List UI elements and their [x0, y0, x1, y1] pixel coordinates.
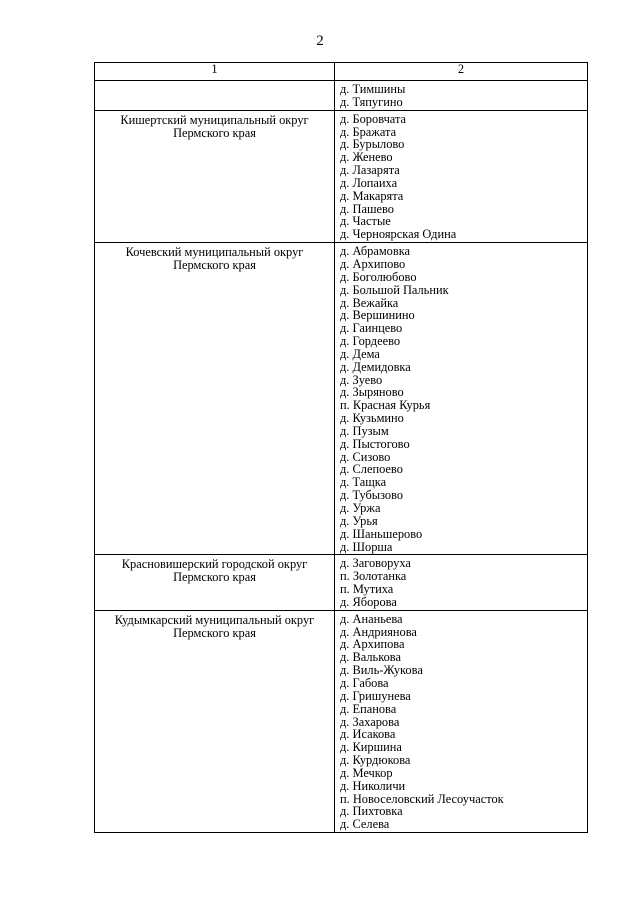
- settlement-item: д. Андриянова: [340, 624, 417, 639]
- settlement-item: д. Ананьева: [340, 611, 403, 626]
- settlement-item: д. Заговоруха: [340, 556, 411, 571]
- table-row: [95, 610, 588, 832]
- region-cell: [95, 610, 335, 832]
- table-row: [95, 81, 588, 111]
- settlements-table-body: [95, 63, 588, 833]
- settlement-item: д. Сизово: [340, 449, 391, 464]
- settlement-item: д. Зыряново: [340, 385, 404, 400]
- settlements-table: [94, 62, 588, 833]
- settlement-item: д. Пузым: [340, 423, 389, 438]
- settlement-item: д. Гордеево: [340, 334, 401, 349]
- settlement-item: д. Николичи: [340, 778, 406, 793]
- settlement-item: д. Исакова: [340, 727, 396, 742]
- region-cell: [95, 243, 335, 555]
- settlement-item: д. Виль-Жукова: [340, 663, 423, 678]
- region-name-line: Кочевский муниципальный округ: [125, 245, 304, 260]
- region-name-line: Пермского края: [173, 257, 256, 272]
- region-name-line: Пермского края: [173, 570, 256, 585]
- settlement-item: д. Бражата: [340, 124, 397, 139]
- region-cell: [95, 555, 335, 610]
- settlement-item: д. Слепоево: [340, 462, 403, 477]
- settlement-item: д. Архипово: [340, 256, 406, 271]
- settlement-item: д. Селева: [340, 817, 390, 832]
- table-row: [95, 243, 588, 555]
- settlement-item: д. Захарова: [340, 714, 400, 729]
- settlement-item: п. Красная Курья: [340, 398, 431, 413]
- settlement-item: д. Тащка: [340, 475, 387, 490]
- settlement-item: д. Урья: [340, 513, 378, 528]
- settlement-item: д. Тяпугино: [340, 94, 403, 109]
- settlement-item: д. Шорша: [340, 539, 393, 554]
- settlement-item: д. Черноярская Одина: [340, 227, 457, 242]
- region-cell: [95, 81, 335, 111]
- region-name-line: Красновишерский городской округ: [121, 557, 308, 572]
- settlement-item: д. Вершинино: [340, 308, 415, 323]
- settlement-item: д. Кузьмино: [340, 411, 404, 426]
- settlement-item: д. Валькова: [340, 650, 401, 665]
- page-number: 2: [316, 33, 324, 49]
- settlement-item: д. Пыстогово: [340, 436, 410, 451]
- settlement-item: п. Новоселовский Лесоучасток: [340, 791, 504, 806]
- settlement-item: д. Епанова: [340, 701, 397, 716]
- region-name-line: Кудымкарский муниципальный округ: [114, 612, 315, 627]
- region-name-line: Кишертский муниципальный округ: [120, 112, 309, 127]
- settlement-item: д. Вежайка: [340, 295, 399, 310]
- settlements-cell: [335, 81, 588, 111]
- table-header-row: [95, 63, 588, 81]
- settlement-item: д. Габова: [340, 675, 389, 690]
- settlement-item: п. Золотанка: [340, 569, 407, 584]
- settlement-item: д. Шаньшерово: [340, 526, 423, 541]
- settlement-item: д. Тубызово: [340, 488, 404, 503]
- settlement-item: д. Зуево: [340, 372, 383, 387]
- settlement-item: д. Частые: [340, 214, 391, 229]
- settlement-item: д. Гаинцево: [340, 321, 403, 336]
- settlement-item: д. Лазарята: [340, 163, 400, 178]
- settlement-item: д. Женево: [340, 150, 393, 165]
- settlement-item: д. Архипова: [340, 637, 405, 652]
- settlement-item: д. Пашево: [340, 201, 394, 216]
- settlement-item: п. Мутиха: [340, 582, 394, 597]
- settlement-item: д. Боровчата: [340, 111, 407, 126]
- region-name-line: Пермского края: [173, 125, 256, 140]
- settlement-item: д. Тимшины: [340, 82, 406, 96]
- settlement-item: д. Гришунева: [340, 688, 411, 703]
- settlement-item: д. Мечкор: [340, 765, 393, 780]
- settlement-item: д. Бурылово: [340, 137, 405, 152]
- settlement-item: д. Дема: [340, 346, 380, 361]
- settlements-cell: [335, 110, 588, 242]
- settlement-item: д. Яборова: [340, 594, 397, 609]
- settlements-cell: [335, 610, 588, 832]
- settlement-item: д. Большой Пальник: [340, 282, 449, 297]
- settlements-cell: [335, 555, 588, 610]
- region-name-line: Пермского края: [173, 625, 256, 640]
- settlement-item: д. Пихтовка: [340, 804, 403, 819]
- column-header-1: 1: [95, 63, 335, 81]
- settlement-item: д. Демидовка: [340, 359, 411, 374]
- settlement-item: д. Макарята: [340, 188, 404, 203]
- column-header-2: 2: [335, 63, 588, 81]
- settlements-cell: [335, 243, 588, 555]
- settlement-item: д. Киршина: [340, 740, 402, 755]
- settlement-item: д. Абрамовка: [340, 244, 411, 259]
- settlement-item: д. Курдюкова: [340, 753, 411, 768]
- table-row: [95, 555, 588, 610]
- table-row: [95, 110, 588, 242]
- settlement-item: д. Уржа: [340, 501, 381, 515]
- region-cell: [95, 110, 335, 242]
- settlement-item: д. Лопаиха: [340, 175, 398, 190]
- settlement-item: д. Боголюбово: [340, 269, 417, 284]
